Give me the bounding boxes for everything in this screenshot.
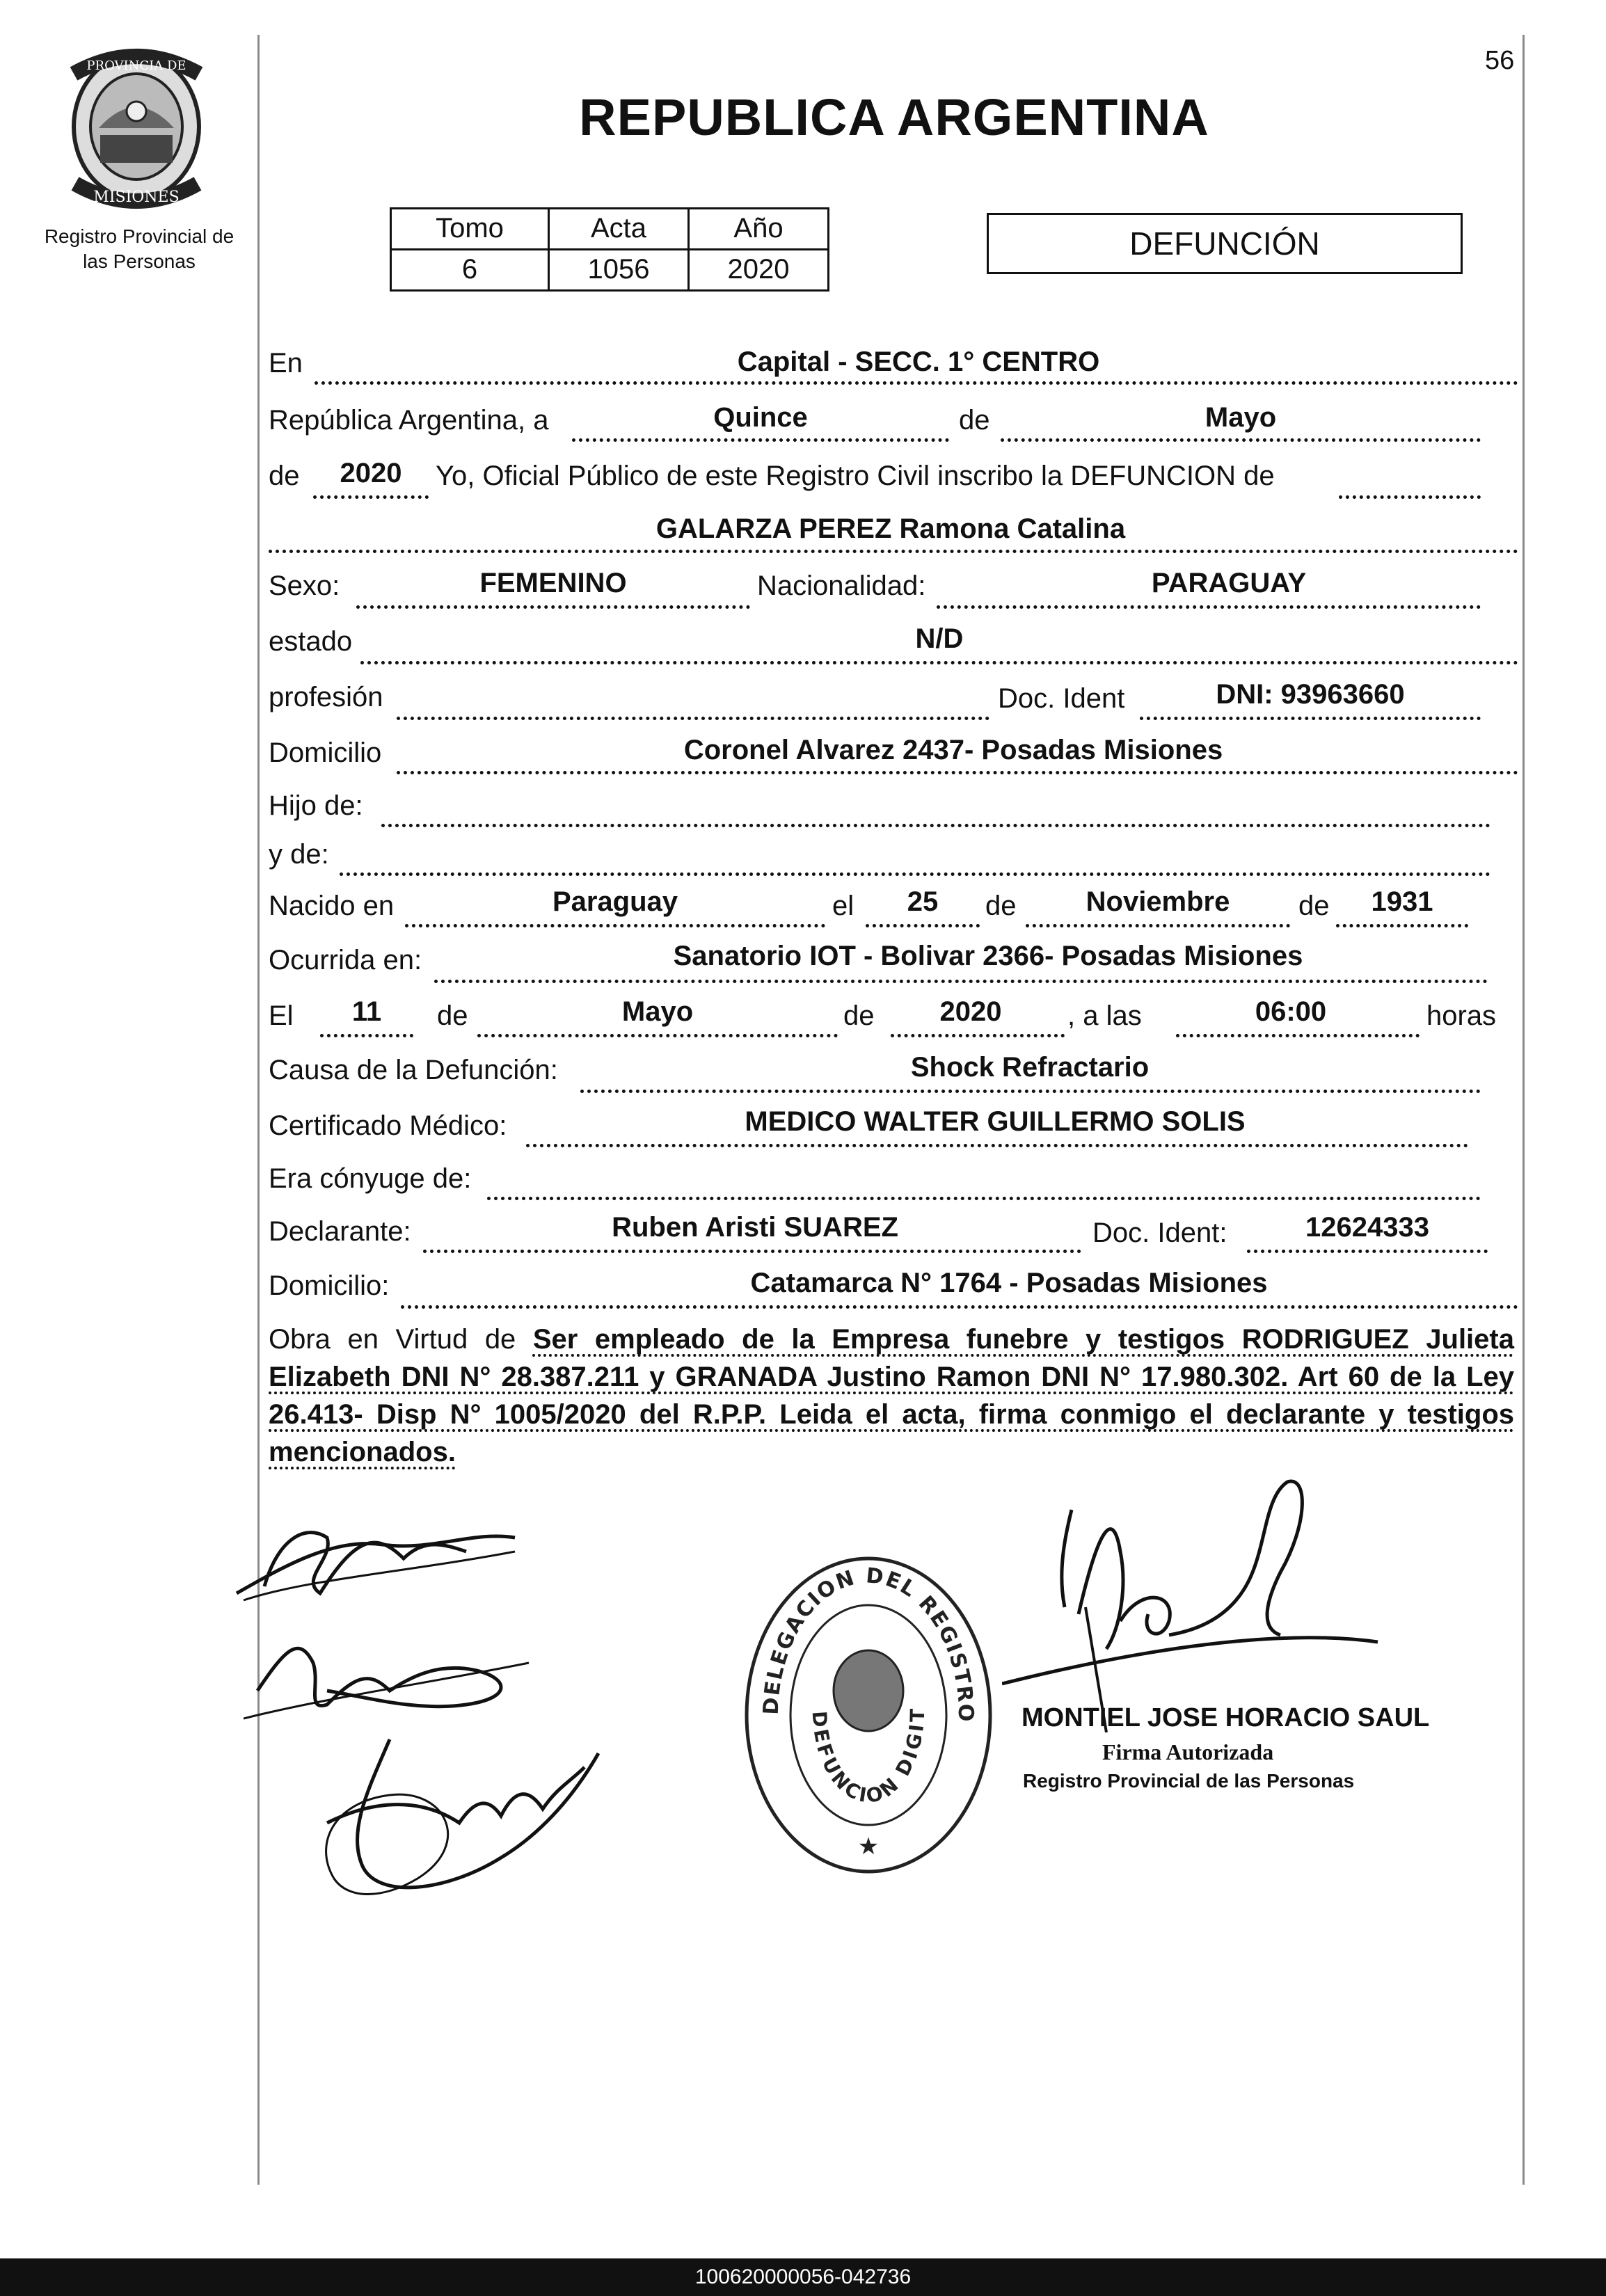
label-nacionalidad: Nacionalidad: <box>757 571 926 601</box>
document-title: REPUBLICA ARGENTINA <box>579 88 1209 146</box>
label-obra: Obra en Virtud de <box>269 1324 516 1355</box>
value-obra-texto: Ser empleado de la Empresa funebre y testigos RODRIGUEZ Julieta Elizabeth DNI N° 28.387.211 y GRANADA Justino Ramon DNI N° 17.980.302. Art 60 de la Ley 26.413- Disp N° 1005/2020 del R.P.P. Leida el acta, firma conmigo el declarante y testigos mencionados. <box>269 1324 1514 1467</box>
field-line-nac-mes <box>1026 924 1290 927</box>
label-causa: Causa de la Defunción: <box>269 1055 558 1085</box>
field-line-fall-dia <box>320 1034 413 1037</box>
field-line-conyuge <box>487 1197 1481 1200</box>
record-type-box: DEFUNCIÓN <box>987 213 1463 274</box>
svg-text:MISIONES: MISIONES <box>93 189 180 206</box>
label-declarante: Declarante: <box>269 1216 411 1247</box>
stamp-inner-text: DEFUNCION DIGIT <box>807 1707 930 1808</box>
field-line-nacionalidad <box>937 605 1481 609</box>
value-domicilio: Coronel Alvarez 2437- Posadas Misiones <box>683 735 1223 765</box>
table-header-tomo: Tomo <box>390 207 550 250</box>
value-nac-dia: 25 <box>907 886 939 917</box>
official-role: Firma Autorizada <box>1102 1739 1274 1764</box>
label-profesion: profesión <box>269 682 383 712</box>
label-de-mes: de <box>959 405 990 436</box>
value-nac-anio: 1931 <box>1371 886 1433 917</box>
label-domicilio: Domicilio <box>269 738 382 768</box>
value-anio: 2020 <box>340 458 402 488</box>
field-line-declarante <box>423 1250 1081 1253</box>
field-line-declarante-domicilio <box>401 1305 1518 1309</box>
label-conyuge: Era cónyuge de: <box>269 1163 472 1194</box>
field-line-sexo <box>356 605 750 609</box>
official-name: MONTIEL JOSE HORACIO SAUL <box>1021 1703 1430 1732</box>
label-el: el <box>832 891 854 921</box>
label-declarante-domicilio: Domicilio: <box>269 1270 390 1301</box>
value-dni: DNI: 93963660 <box>1216 679 1405 710</box>
label-el-fallecimiento: El <box>269 1000 294 1031</box>
label-horas: horas <box>1426 1000 1497 1031</box>
label-a-las: , a las <box>1067 1000 1142 1031</box>
label-de-nac-mes: de <box>985 891 1017 921</box>
value-nombre: GALARZA PEREZ Ramona Catalina <box>655 513 1126 544</box>
registry-name-line1: Registro Provincial de <box>44 225 234 247</box>
label-estado: estado <box>269 626 353 657</box>
official-stamp <box>736 1552 1001 1879</box>
field-line-defuncion-de <box>1339 495 1481 499</box>
value-lugar: Capital - SECC. 1° CENTRO <box>737 346 1100 377</box>
label-en: En <box>269 348 303 378</box>
table-header-anio: Año <box>687 207 829 250</box>
field-line-fall-anio <box>891 1034 1065 1037</box>
label-yo-oficial: Yo, Oficial Público de este Registro Civil inscribo la DEFUNCION de <box>436 461 1275 491</box>
field-line-declarante-doc <box>1247 1250 1488 1253</box>
signature-official <box>1002 1468 1392 1732</box>
value-declarante: Ruben Aristi SUAREZ <box>612 1212 898 1243</box>
field-line-hijo-de <box>381 824 1490 827</box>
left-margin-rule <box>257 35 260 2185</box>
value-certificado: MEDICO WALTER GUILLERMO SOLIS <box>745 1106 1246 1137</box>
label-republica: República Argentina, a <box>269 405 549 436</box>
label-sexo: Sexo: <box>269 571 340 601</box>
svg-text:PROVINCIA DE: PROVINCIA DE <box>86 58 186 73</box>
right-margin-rule <box>1522 35 1525 2185</box>
signature-declarante <box>223 1496 543 1614</box>
field-line-ocurrida-en <box>434 980 1488 983</box>
label-nacido-en: Nacido en <box>269 891 395 921</box>
signature-testigo-2 <box>306 1725 612 1913</box>
value-nac-mes: Noviembre <box>1086 886 1230 917</box>
svg-text:★: ★ <box>857 1833 880 1860</box>
value-sexo: FEMENINO <box>479 568 627 598</box>
table-cell-acta: 1056 <box>548 248 690 292</box>
field-line-profesion <box>397 717 989 720</box>
field-line-domicilio <box>397 771 1518 774</box>
value-fall-dia: 11 <box>351 996 382 1027</box>
value-mes: Mayo <box>1204 402 1277 433</box>
field-line-anio <box>313 495 429 499</box>
field-line-fall-mes <box>477 1034 838 1037</box>
table-cell-tomo: 6 <box>390 248 550 292</box>
value-fall-mes: Mayo <box>621 996 694 1027</box>
obra-en-virtud-paragraph <box>269 1321 1514 1471</box>
table-cell-anio: 2020 <box>687 248 829 292</box>
label-certificado: Certificado Médico: <box>269 1110 507 1141</box>
stamp-outer-text: DELEGACION DEL REGISTRO <box>758 1563 978 1723</box>
table-header-acta: Acta <box>548 207 690 250</box>
label-doc-ident: Doc. Ident <box>998 683 1125 714</box>
label-hijo-de: Hijo de: <box>269 790 363 821</box>
field-line-certificado <box>526 1144 1468 1147</box>
value-declarante-doc: 12624333 <box>1305 1212 1429 1243</box>
footer-id: 100620000056-042736 <box>694 2265 912 2288</box>
field-line-estado <box>360 661 1518 664</box>
footer-bar <box>0 2258 1606 2296</box>
field-line-mes <box>1001 438 1481 442</box>
value-dia-letras: Quince <box>713 402 808 433</box>
value-declarante-domicilio: Catamarca N° 1764 - Posadas Misiones <box>750 1268 1268 1298</box>
field-line-nacido-en <box>405 924 825 927</box>
field-line-dni <box>1140 717 1481 720</box>
value-ocurrida-en: Sanatorio IOT - Bolivar 2366- Posadas Misiones <box>673 941 1303 971</box>
field-line-nac-dia <box>866 924 980 927</box>
field-line-hora <box>1176 1034 1420 1037</box>
label-declarante-doc: Doc. Ident: <box>1092 1218 1227 1248</box>
value-estado: N/D <box>915 623 964 654</box>
label-de-nac-anio: de <box>1298 891 1330 921</box>
field-line-y-de <box>340 872 1490 876</box>
value-causa: Shock Refractario <box>910 1052 1150 1083</box>
label-de-fall-anio: de <box>843 1000 875 1031</box>
value-nacionalidad: PARAGUAY <box>1151 568 1307 598</box>
field-line-nac-anio <box>1336 924 1468 927</box>
field-line-causa <box>580 1090 1481 1093</box>
field-line-dia <box>572 438 949 442</box>
registry-name-line2: las Personas <box>83 250 196 272</box>
official-org: Registro Provincial de las Personas <box>1023 1770 1355 1792</box>
value-nacido-en: Paraguay <box>552 886 678 917</box>
label-de-fall-mes: de <box>437 1000 468 1031</box>
page-number: 56 <box>1485 46 1515 75</box>
label-ocurrida-en: Ocurrida en: <box>269 945 422 975</box>
signature-testigo-1 <box>244 1621 536 1732</box>
field-line-lugar <box>315 381 1518 385</box>
label-y-de: y de: <box>269 839 329 870</box>
field-line-nombre <box>269 550 1518 553</box>
label-de-anio: de <box>269 461 300 491</box>
value-hora: 06:00 <box>1255 996 1327 1027</box>
value-fall-anio: 2020 <box>939 996 1002 1027</box>
